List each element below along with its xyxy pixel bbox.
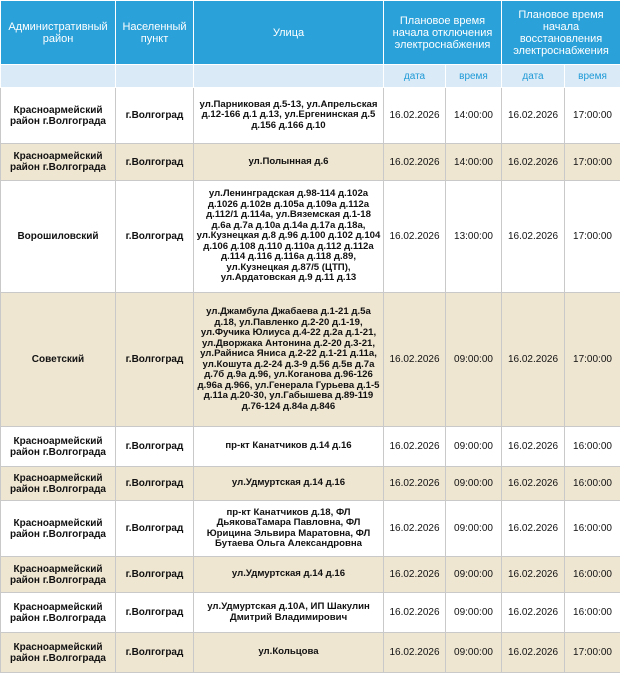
table-row	[1, 501, 620, 557]
cell-on-time: 17:00:00	[565, 293, 620, 427]
cell-on-date: 16.02.2026	[502, 427, 565, 467]
cell-off-time: 09:00:00	[446, 467, 502, 501]
cell-street: ул.Ленинградская д.98-114 д.102а д.1026 д.102в д.105а д.109а д.112а д.112/1 д.114а, ул.Вяземская д.1-18 д.6а д.7а д.10а д.14а д.17а д.18а, ул.Кузнецкая д.8 д.96 д.100 д.102 д.104 д.106 д.108 д.110 д.110а д.112 д.112а д.114 д.116 д.116а д.118 д.89, ул.Кузнецкая д.87/5 (ЦТП), ул.Ардатовская д.9 д.11 д.13	[194, 181, 384, 293]
cell-on-date: 16.02.2026	[502, 593, 565, 633]
header-locality: Населенный пункт	[116, 1, 194, 65]
cell-locality: г.Волгоград	[116, 88, 194, 144]
header-street: Улица	[194, 1, 384, 65]
cell-on-date: 16.02.2026	[502, 557, 565, 593]
cell-off-time: 14:00:00	[446, 144, 502, 181]
cell-on-date: 16.02.2026	[502, 144, 565, 181]
table-row	[1, 557, 620, 593]
cell-locality: г.Волгоград	[116, 633, 194, 673]
cell-district: Красноармейский район г.Волгограда	[1, 88, 116, 144]
cell-locality: г.Волгоград	[116, 181, 194, 293]
table-row	[1, 427, 620, 467]
cell-on-time: 17:00:00	[565, 181, 620, 293]
cell-on-time: 16:00:00	[565, 467, 620, 501]
cell-district: Красноармейский район г.Волгограда	[1, 467, 116, 501]
cell-on-time: 16:00:00	[565, 557, 620, 593]
cell-on-date: 16.02.2026	[502, 501, 565, 557]
cell-district: Ворошиловский	[1, 181, 116, 293]
cell-on-date: 16.02.2026	[502, 293, 565, 427]
cell-off-time: 09:00:00	[446, 633, 502, 673]
cell-district: Красноармейский район г.Волгограда	[1, 427, 116, 467]
cell-street: ул.Полынная д.6	[194, 144, 384, 181]
cell-district: Красноармейский район г.Волгограда	[1, 557, 116, 593]
cell-street: ул.Кольцова	[194, 633, 384, 673]
cell-on-time: 17:00:00	[565, 633, 620, 673]
cell-off-time: 09:00:00	[446, 557, 502, 593]
cell-off-date: 16.02.2026	[384, 427, 446, 467]
subheader-on-date: дата	[502, 65, 565, 88]
cell-district: Красноармейский район г.Волгограда	[1, 501, 116, 557]
cell-street: пр-кт Канатчиков д.14 д.16	[194, 427, 384, 467]
cell-locality: г.Волгоград	[116, 293, 194, 427]
cell-off-time: 09:00:00	[446, 593, 502, 633]
cell-off-date: 16.02.2026	[384, 557, 446, 593]
cell-off-date: 16.02.2026	[384, 467, 446, 501]
table-row	[1, 88, 620, 144]
cell-locality: г.Волгоград	[116, 501, 194, 557]
subheader-blank	[116, 65, 194, 88]
cell-on-time: 17:00:00	[565, 144, 620, 181]
table-row	[1, 181, 620, 293]
cell-on-date: 16.02.2026	[502, 181, 565, 293]
cell-locality: г.Волгоград	[116, 427, 194, 467]
header-on-time: Плановое время начала восстановления электроснабжения	[502, 1, 620, 65]
table-row	[1, 593, 620, 633]
subheader-blank	[1, 65, 116, 88]
cell-street: ул.Парниковая д.5-13, ул.Апрельская д.12-166 д.1 д.13, ул.Ергенинская д.5 д.156 д.166 д.10	[194, 88, 384, 144]
cell-on-date: 16.02.2026	[502, 633, 565, 673]
subheader-off-time: время	[446, 65, 502, 88]
subheader-off-date: дата	[384, 65, 446, 88]
table-row	[1, 144, 620, 181]
cell-on-time: 16:00:00	[565, 501, 620, 557]
table-row	[1, 293, 620, 427]
cell-off-time: 09:00:00	[446, 427, 502, 467]
cell-district: Красноармейский район г.Волгограда	[1, 633, 116, 673]
cell-off-date: 16.02.2026	[384, 501, 446, 557]
cell-locality: г.Волгоград	[116, 467, 194, 501]
cell-street: пр-кт Канатчиков д.18, ФЛ ДьяковаТамара Павловна, ФЛ Юрицина Эльвира Маратовна, ФЛ Бутаева Ольга Александровна	[194, 501, 384, 557]
cell-district: Советский	[1, 293, 116, 427]
cell-on-time: 16:00:00	[565, 593, 620, 633]
header-district: Административный район	[1, 1, 116, 65]
cell-locality: г.Волгоград	[116, 557, 194, 593]
cell-off-date: 16.02.2026	[384, 633, 446, 673]
cell-off-date: 16.02.2026	[384, 88, 446, 144]
cell-off-date: 16.02.2026	[384, 293, 446, 427]
table-row	[1, 467, 620, 501]
cell-off-time: 09:00:00	[446, 501, 502, 557]
subheader-blank	[194, 65, 384, 88]
cell-off-date: 16.02.2026	[384, 144, 446, 181]
cell-district: Красноармейский район г.Волгограда	[1, 144, 116, 181]
cell-on-date: 16.02.2026	[502, 88, 565, 144]
cell-locality: г.Волгоград	[116, 144, 194, 181]
cell-off-time: 14:00:00	[446, 88, 502, 144]
header-off-time: Плановое время начала отключения электроснабжения	[384, 1, 502, 65]
cell-district: Красноармейский район г.Волгограда	[1, 593, 116, 633]
cell-off-time: 09:00:00	[446, 293, 502, 427]
cell-off-date: 16.02.2026	[384, 181, 446, 293]
subheader-on-time: время	[565, 65, 620, 88]
table-row	[1, 633, 620, 673]
cell-street: ул.Джамбула Джабаева д.1-21 д.5а д.18, ул.Павленко д.2-20 д.1-19, ул.Фучика Юлиуса д.4-22 д.2а д.1-21, ул.Дворжака Антонина д.2-20 д.3-21, ул.Райниса Яниса д.2-22 д.1-21 д.11а, ул.Кошута д.2-24 д.3-9 д.56 д.5в д.7а д.7б д.9а д.96, ул.Коганова д.96-126 д.96а д.966, ул.Генерала Гурьева д.1-5 д.11а д.20-30, ул.Габышева д.89-119 д.76-124 д.84а д.846	[194, 293, 384, 427]
cell-off-time: 13:00:00	[446, 181, 502, 293]
cell-street: ул.Удмуртская д.14 д.16	[194, 467, 384, 501]
cell-off-date: 16.02.2026	[384, 593, 446, 633]
cell-street: ул.Удмуртская д.10А, ИП Шакулин Дмитрий Владимирович	[194, 593, 384, 633]
cell-on-date: 16.02.2026	[502, 467, 565, 501]
cell-on-time: 17:00:00	[565, 88, 620, 144]
cell-street: ул.Удмуртская д.14 д.16	[194, 557, 384, 593]
cell-locality: г.Волгоград	[116, 593, 194, 633]
cell-on-time: 16:00:00	[565, 427, 620, 467]
